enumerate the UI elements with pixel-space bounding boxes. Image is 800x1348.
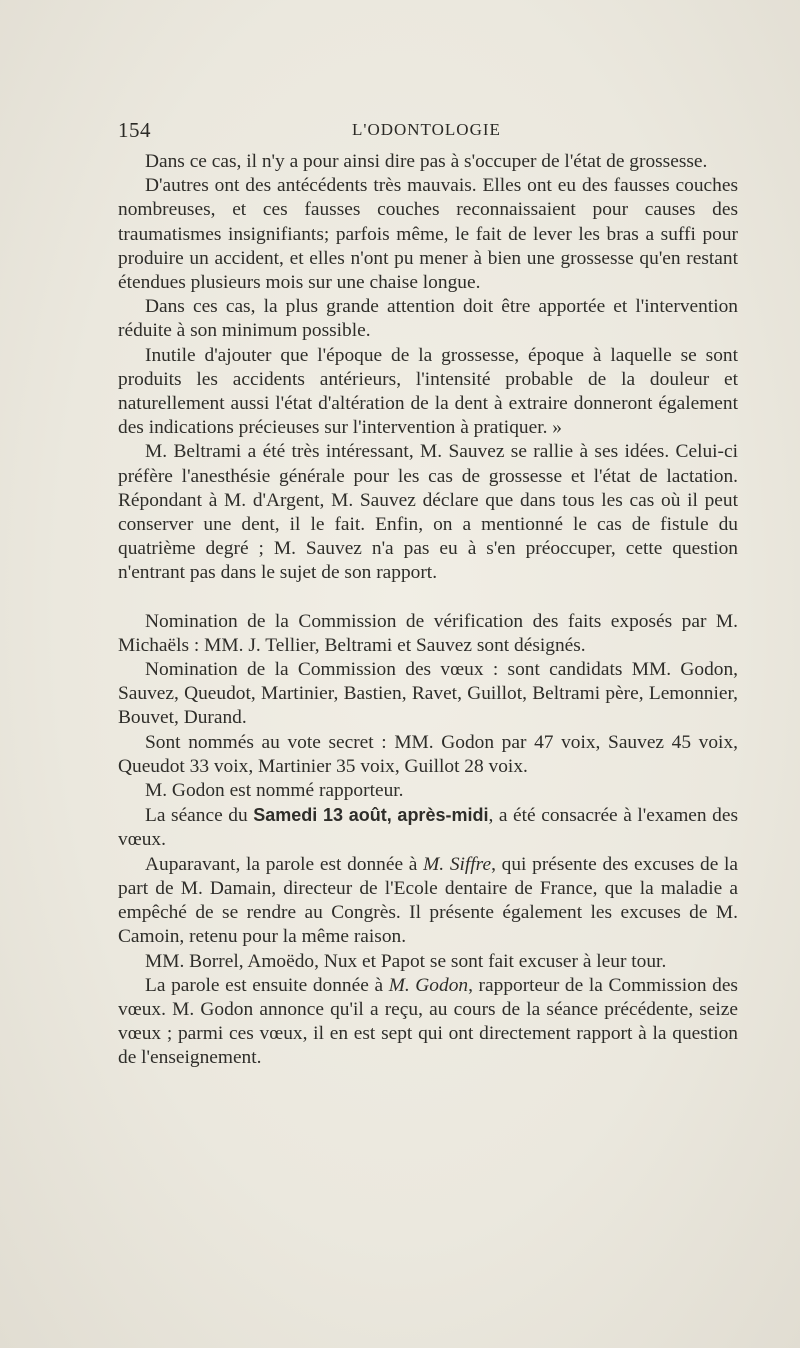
paragraph: Nomination de la Commission de vérification des faits exposés par M. Michaëls : MM. J. Tellier, Beltrami et Sauvez sont désignés.	[118, 610, 738, 656]
speaker-name: M. Siffre	[423, 853, 492, 875]
paragraph	[118, 853, 738, 950]
paragraph: Sont nommés au vote secret : MM. Godon par 47 voix, Sauvez 45 voix, Queudot 33 voix, Martinier 35 voix, Guillot 28 voix.	[118, 731, 738, 777]
paragraph: Dans ce cas, il n'y a pour ainsi dire pas à s'occuper de l'état de grossesse.	[145, 151, 708, 172]
paragraph-text: , qui présente des excuses de la part de M. Damain, directeur de l'Ecole dentaire de France, que la maladie a empêché de se rendre au Congrès. Il présente également les excuses de M. Camoin, retenu pour la même raison.	[118, 853, 739, 948]
paragraph	[118, 803, 738, 852]
paragraph: D'autres ont des antécédents très mauvais. Elles ont eu des fausses couches nombreuses, et ces fausses couches reconnaissaient pour causes des traumatismes insignifiants; parfois même, le fait de lever les bras a suffi pour produire un accident, et elles n'ont pu mener à bien une grossesse qu'en restant étendues plusieurs mois sur une chaise longue.	[118, 175, 738, 294]
paragraph: Dans ces cas, la plus grande attention doit être apportée et l'intervention réduite à son minimum possible.	[118, 296, 738, 342]
paragraph: MM. Borrel, Amoëdo, Nux et Papot se sont fait excuser à leur tour.	[145, 950, 667, 972]
paragraph	[118, 974, 738, 1071]
speaker-name: M. Godon	[388, 974, 469, 996]
paragraph-text: , a été consacrée à l'examen des vœux.	[118, 805, 738, 851]
page-header	[118, 118, 738, 144]
running-head: L'ODONTOLOGIE	[352, 120, 501, 139]
paragraph: M. Godon est nommé rapporteur.	[145, 780, 404, 802]
body-text	[118, 150, 738, 1071]
paragraph: Nomination de la Commission des vœux : sont candidats MM. Godon, Sauvez, Queudot, Martinier, Bastien, Ravet, Guillot, Beltrami père, Lemonnier, Bouvet, Durand.	[118, 659, 738, 729]
paragraph-text: La séance du	[145, 805, 254, 827]
paragraph-text: La parole est ensuite donnée à	[145, 974, 389, 996]
paragraph-text: Auparavant, la parole est donnée à	[145, 853, 424, 875]
session-date: Samedi 13 août, après-midi	[253, 805, 489, 826]
paragraph: Inutile d'ajouter que l'époque de la grossesse, époque à laquelle se sont produits les accidents antérieurs, l'intensité probable de la douleur et naturellement aussi l'état d'altération de la dent à extraire donneront également des indications précieuses sur l'intervention à pratiquer. »	[118, 344, 738, 439]
page-number: 154	[118, 118, 151, 142]
paragraph-text: , rapporteur de la Commission des vœux. M. Godon annonce qu'il a reçu, au cours de la séance précédente, seize vœux ; parmi ces vœux, il en est sept qui ont directement rapport à la question de l'enseignement.	[118, 974, 738, 1069]
paragraph: M. Beltrami a été très intéressant, M. Sauvez se rallie à ses idées. Celui-ci préfère l'anesthésie générale pour les cas de grossesse et l'état de lactation. Répondant à M. d'Argent, M. Sauvez déclare que dans tous les cas où il peut conserver une dent, il le fait. Enfin, on a mentionné le cas de fistule du quatrième degré ; M. Sauvez n'a pas eu à s'en préoccuper, cette question n'entrant pas dans le sujet de son rapport.	[118, 441, 738, 584]
